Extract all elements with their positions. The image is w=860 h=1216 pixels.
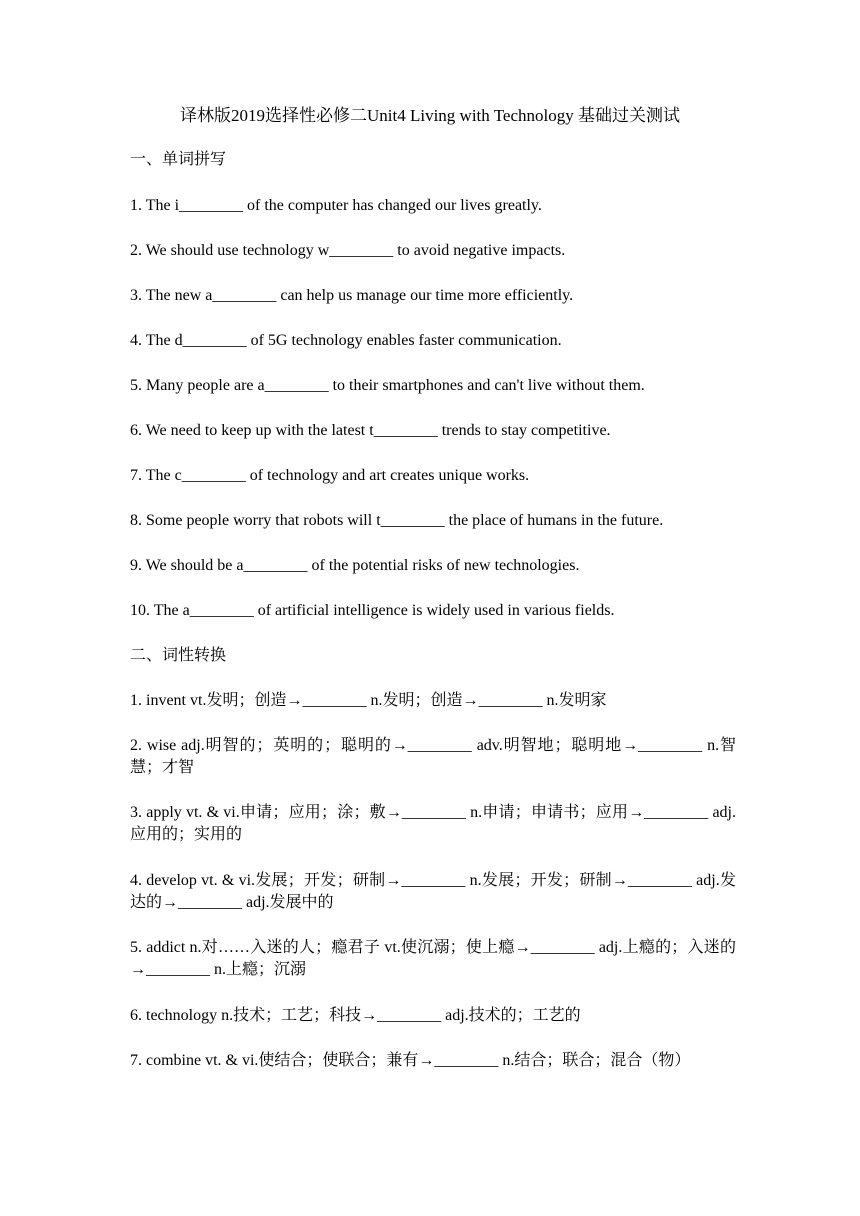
word-form-question-3: 3. apply vt. & vi.申请；应用；涂；敷→________ n.申请；申请书；应用→________ adj.应用的；实用的 <box>130 804 736 843</box>
document-title: 译林版2019选择性必修二Unit4 Living with Technology 基础过关测试 <box>180 106 680 125</box>
spelling-question-7: 7. The c________ of technology and art creates unique works. <box>130 467 530 484</box>
spelling-question-1: 1. The i________ of the computer has changed our lives greatly. <box>130 197 542 214</box>
word-form-question-7: 7. combine vt. & vi.使结合；使联合；兼有→________ n.结合；联合；混合（物） <box>130 1052 691 1069</box>
word-form-question-6: 6. technology n.技术；工艺；科技→________ adj.技术的；工艺的 <box>130 1007 581 1024</box>
spelling-question-9: 9. We should be a________ of the potential risks of new technologies. <box>130 557 580 574</box>
spelling-question-4: 4. The d________ of 5G technology enables faster communication. <box>130 332 562 349</box>
spelling-question-6: 6. We need to keep up with the latest t________ trends to stay competitive. <box>130 422 611 439</box>
word-form-question-5: 5. addict n.对……入迷的人；瘾君子 vt.使沉溺；使上瘾→________ adj.上瘾的；入迷的→________ n.上瘾；沉溺 <box>130 939 736 978</box>
section-heading-word-forms: 二、词性转换 <box>130 647 227 664</box>
word-form-question-4: 4. develop vt. & vi.发展；开发；研制→________ n.发展；开发；研制→________ adj.发达的→________ adj.发展中的 <box>130 872 736 911</box>
word-form-question-1: 1. invent vt.发明；创造→________ n.发明；创造→________ n.发明家 <box>130 692 607 709</box>
spelling-question-10: 10. The a________ of artificial intelligence is widely used in various fields. <box>130 602 615 619</box>
spelling-question-8: 8. Some people worry that robots will t________ the place of humans in the future. <box>130 512 664 529</box>
word-form-question-2: 2. wise adj.明智的；英明的；聪明的→________ adv.明智地；聪明地→________ n.智慧；才智 <box>130 737 736 776</box>
spelling-question-2: 2. We should use technology w________ to avoid negative impacts. <box>130 242 566 259</box>
section-heading-spelling: 一、单词拼写 <box>130 151 227 168</box>
spelling-question-3: 3. The new a________ can help us manage our time more efficiently. <box>130 287 574 304</box>
spelling-question-5: 5. Many people are a________ to their smartphones and can't live without them. <box>130 377 645 394</box>
